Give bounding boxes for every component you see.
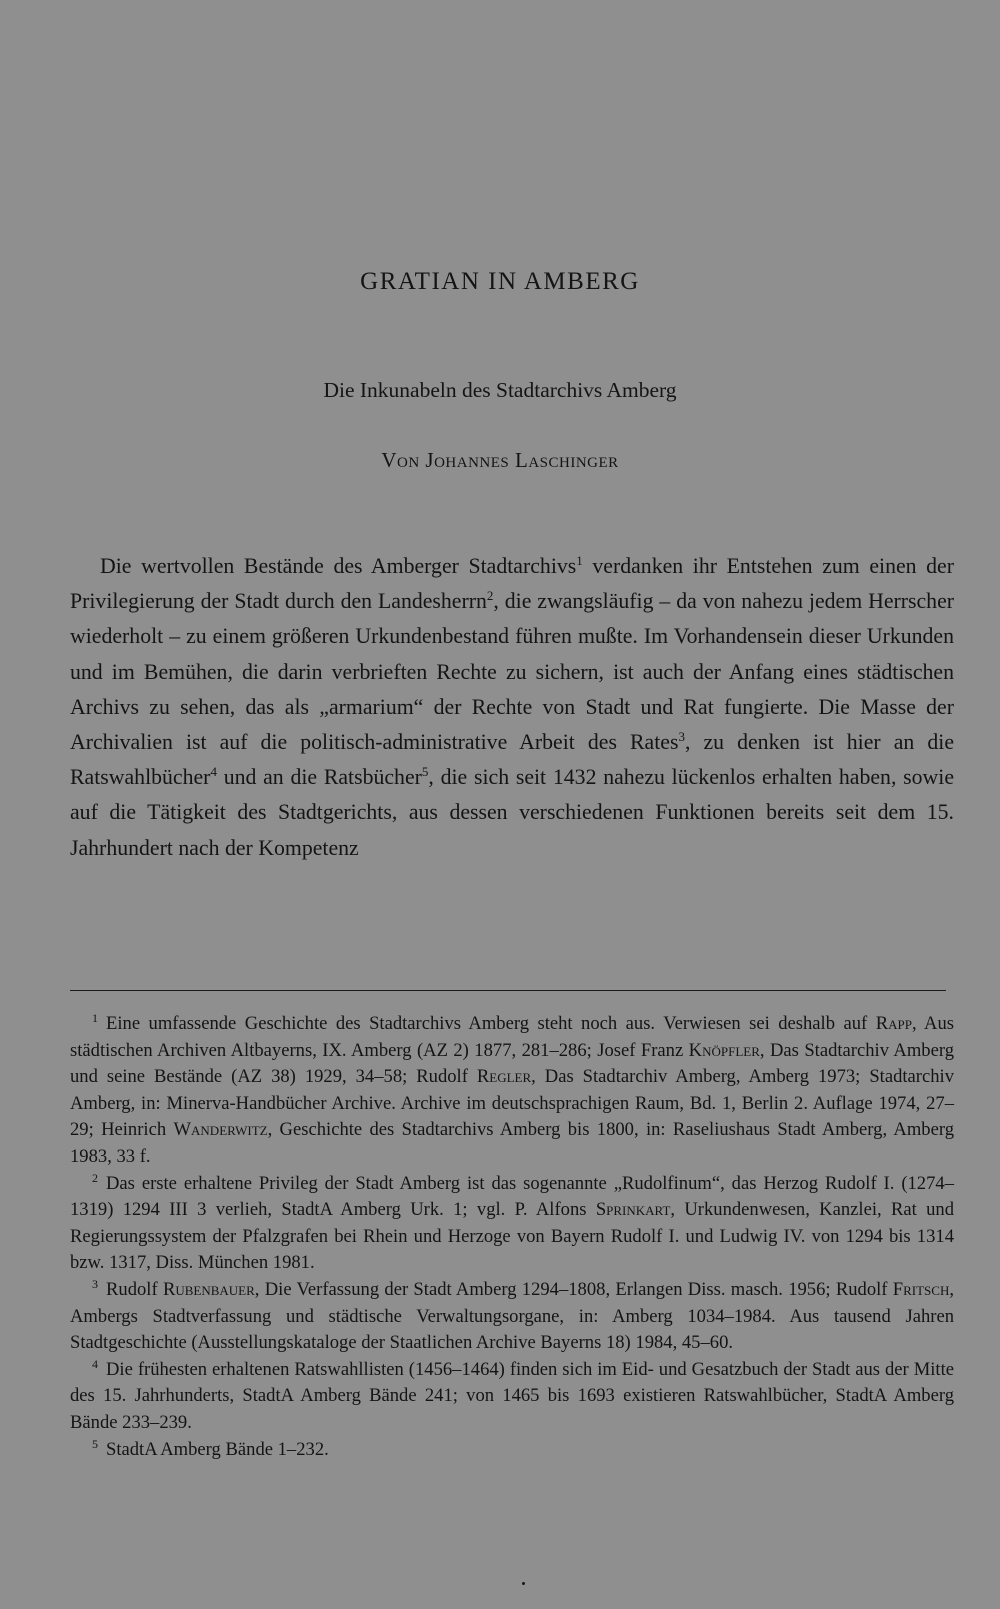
article-subtitle: Die Inkunabeln des Stadtarchivs Amberg (323, 378, 677, 402)
footnotes (70, 1011, 954, 1463)
footnote-number: 3 (92, 1276, 98, 1291)
footnote-text: Eine umfassende Geschichte des Stadtarchivs Amberg steht noch aus. Verwiesen sei deshalb auf (106, 1013, 876, 1034)
footnote-ref: 2 (486, 588, 494, 604)
footnote-ref: 3 (678, 729, 685, 745)
footnote-text: Die frühesten erhaltenen Ratswahllisten (1456–1464) finden sich im Eid- und Gesatzbuch der Stadt aus der Mitte des 15. Jahrhunderts, StadtA Amberg Bände 241; von 1465 bis 1693 existieren Ratswahlbücher, StadtA Amberg Bände 233–239. (70, 1358, 954, 1433)
author-name: Fritsch (892, 1278, 950, 1300)
author-name: Knöpfler (688, 1039, 760, 1061)
footnote-divider (70, 990, 946, 991)
footnote-text: Rudolf (106, 1278, 163, 1300)
footnote-text: , Das Stadtarchiv Amberg, Amberg 1973; Stadtarchiv Amberg, in: Minerva-Handbücher Archive. Archive im deutschsprachigen Raum, Bd. 1, Berlin 2. Auflage 1974, 27–29; Heinrich (70, 1066, 954, 1141)
footnote-text: Das erste erhaltene Privileg der Stadt Amberg ist das sogenannte „Rudolfinum“, das Herzog Rudolf I. (1274–1319) 1294 III 3 verlieh, StadtA Amberg Urk. 1; vgl. P. Alfons (70, 1172, 954, 1221)
footnote-ref: 5 (421, 764, 429, 780)
body-text-segment: , die zwangsläufig – da von nahezu jedem Herrscher wiederholt – zu einem größeren Urkundenbestand führen mußte. Im Vorhandensein dieser Urkunden und im Bemühen, die darin verbrieften Rechte zu sichern, ist auch der Anfang eines städtischen Archivs zu sehen, das als „armarium“ der Rechte von Stadt und Rat fungierte. Die Masse der Archivalien ist auf die politisch-administrative Arbeit des Rates (70, 589, 954, 755)
footnote-number: 5 (92, 1436, 98, 1451)
page-mark (522, 1582, 525, 1585)
footnote-text: , Die Verfassung der Stadt Amberg 1294–1808, Erlangen Diss. masch. 1956; Rudolf (254, 1278, 893, 1300)
footnote-4 (70, 1357, 954, 1437)
author-byline: Von Johannes Laschinger (381, 448, 619, 472)
footnote-5 (70, 1437, 954, 1464)
footnote-number: 4 (92, 1356, 98, 1371)
author-name: Rubenbauer (162, 1278, 255, 1300)
footnote-text: , Das Stadtarchiv Amberg und seine Bestände (AZ 38) 1929, 34–58; Rudolf (70, 1039, 954, 1088)
footnote-1 (70, 1011, 954, 1171)
body-text-segment: verdanken ihr Entstehen zum einen der Privilegierung der Stadt durch den Landesherrn (70, 554, 954, 614)
article-title: GRATIAN IN AMBERG (360, 268, 640, 295)
footnote-text: , Aus städtischen Archiven Altbayerns, IX. Amberg (AZ 2) 1877, 281–286; Josef Franz (70, 1013, 954, 1061)
footnote-number: 1 (92, 1011, 98, 1025)
author-name: Wanderwitz (173, 1119, 268, 1141)
footnote-2 (70, 1171, 954, 1277)
footnote-ref: 4 (210, 764, 217, 780)
author-name: Sprinkart (595, 1199, 671, 1221)
footnote-number: 2 (92, 1170, 98, 1185)
author-name: Regler (476, 1066, 532, 1088)
footnote-3 (70, 1277, 954, 1357)
body-paragraph (70, 549, 954, 866)
footnote-text: StadtA Amberg Bände 1–232. (106, 1438, 329, 1460)
footnote-ref: 1 (576, 553, 583, 568)
footnote-text: , Ambergs Stadtverfassung und städtische Verwaltungsorgane, in: Amberg 1034–1984. Aus tausend Jahren Stadtgeschichte (Ausstellungskataloge der Staatlichen Archive Bayerns 18) 1984, 45–60. (70, 1278, 954, 1354)
footnote-text: , Geschichte des Stadtarchivs Amberg bis 1800, in: Raseliushaus Stadt Amberg, Amberg 1983, 33 f. (70, 1119, 954, 1167)
body-text-segment: und an die Ratsbücher (216, 765, 422, 790)
footnote-text: , Urkundenwesen, Kanzlei, Rat und Regierungssystem der Pfalzgrafen bei Rhein und Herzoge von Bayern Rudolf I. und Ludwig IV. von 1294 bis 1314 bzw. 1317, Diss. München 1981. (70, 1199, 955, 1274)
body-text-segment: , die sich seit 1432 nahezu lückenlos erhalten haben, sowie auf die Tätigkeit des Stadtgerichts, aus dessen verschiedenen Funktionen bereits seit dem 15. Jahrhundert nach der Kompetenz (70, 765, 955, 860)
body-text-segment: Die wertvollen Bestände des Amberger Stadtarchivs (100, 554, 577, 578)
author-name: Rapp (875, 1013, 912, 1034)
body-text-segment: , zu denken ist hier an die Ratswahlbücher (70, 730, 955, 790)
